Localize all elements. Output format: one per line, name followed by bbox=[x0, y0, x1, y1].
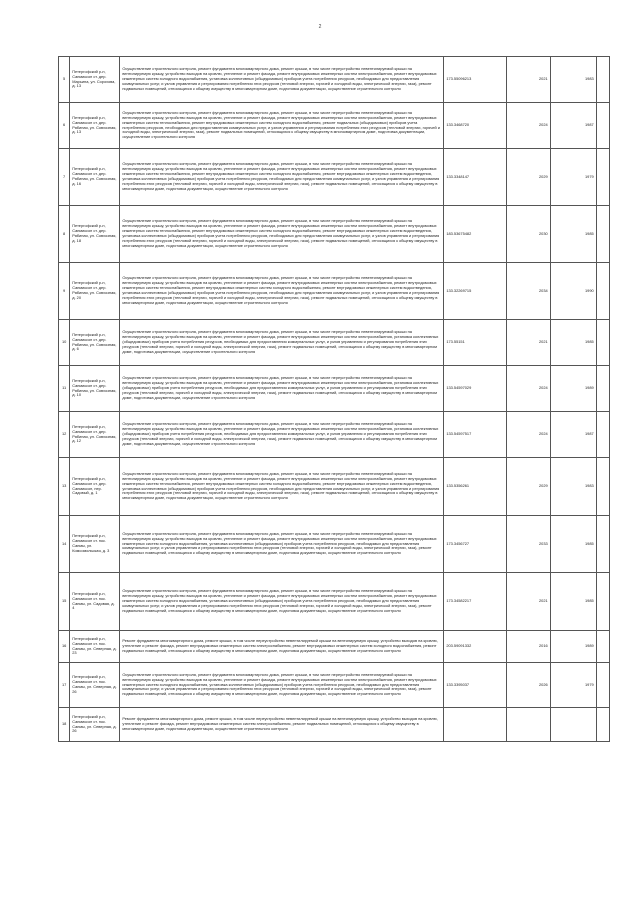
works-description-cell: Осуществление строительного контроля, ремонт фундамента многоквартирного дома, ремонт крыши, в том числе переустройство невентилируемой крыши на вентилируемую крышу, устройство выходов на кровлю, утепление и ремонт фасада, ремонт внутридомовых инженерных систем электроснабжения, ремонт внутридомовых инженерных систем теплоснабжения, ремонт внутридомовых инженерных систем холодного водоснабжения, ремонт внутридомовых инженерных систем водоотведения, установка коллективных (общедомовых) приборов учета потребления ресурсов, необходимых для предоставления коммунальных услуг, и узлов управления и регулирования потребления этих ресурсов (тепловой энергии, горячей и холодной воды, электрической энергии, газа), ремонт подвальных помещений, относящихся к общему имуществу в многоквартирном доме, подготовка документации, осуществление строительного контроля bbox=[120, 263, 444, 320]
table-row bbox=[59, 263, 610, 320]
table-row bbox=[59, 57, 610, 103]
cost-cell: 133.3348147 bbox=[444, 149, 506, 206]
table-row bbox=[59, 573, 610, 631]
repair-year-cell: 2026 bbox=[506, 663, 550, 708]
works-description-cell: Осуществление строительного контроля, ремонт фундамента многоквартирного дома, ремонт крыши, в том числе переустройство невентилируемой крыши на вентилируемую крышу, устройство выходов на кровлю, утепление и ремонт фасада, ремонт внутридомовых инженерных систем электроснабжения, ремонт внутридомовых инженерных систем теплоснабжения, ремонт внутридомовых инженерных систем холодного водоснабжения, ремонт внутридомовых инженерных систем водоотведения, установка коллективных (общедомовых) приборов учета потребления ресурсов, необходимых для предоставления коммунальных услуг, и узлов управления и регулирования потребления этих ресурсов (тепловой энергии, горячей и холодной воды, электрической энергии, газа), ремонт подвальных помещений, относящихся к общему имуществу в многоквартирном доме, подготовка документации, осуществление строительного контроля bbox=[120, 458, 444, 516]
address-cell: Петергофский р-н, Сапмиксон ст. дер. Рябиная, ул. Совхозная, д. 16 bbox=[70, 149, 120, 206]
build-year-cell: 1983 bbox=[550, 57, 596, 103]
works-description-cell: Осуществление строительного контроля, ремонт фундамента многоквартирного дома, ремонт крыши, в том числе переустройство невентилируемой крыши на вентилируемую крышу, устройство выходов на кровлю, утепление и ремонт фасада, ремонт внутридомовых инженерных систем электроснабжения, ремонт внутридомовых инженерных систем теплоснабжения, ремонт внутридомовых инженерных систем холодного водоснабжения, ремонт внутридомовых инженерных систем водоотведения, установка коллективных (общедомовых) приборов учета потребления ресурсов, необходимых для предоставления коммунальных услуг, и узлов управления и регулирования потребления этих ресурсов (тепловой энергии, горячей и холодной воды, электрической энергии, газа), ремонт подвальных помещений, относящихся к общему имуществу в многоквартирном доме, подготовка документации, осуществление строительного контроля bbox=[120, 206, 444, 263]
row-number-cell: 9 bbox=[59, 263, 70, 320]
address-cell: Петергофский р-н, Сапмиксон ст. дер. Рябиная, ул. Совхозная, д. 10 bbox=[70, 366, 120, 412]
build-year-cell: 1985 bbox=[550, 516, 596, 573]
table-row bbox=[59, 412, 610, 458]
repair-year-cell bbox=[506, 708, 550, 742]
cost-cell: 133.5356261 bbox=[444, 458, 506, 516]
cost-cell: 203.59091332 bbox=[444, 631, 506, 663]
repair-year-cell: 2030 bbox=[506, 206, 550, 263]
table-body bbox=[59, 57, 610, 742]
empty-cell bbox=[596, 366, 609, 412]
works-description-cell: Осуществление строительного контроля, ремонт фундамента многоквартирного дома, ремонт крыши, в том числе переустройство невентилируемой крыши на вентилируемую крышу, устройство выходов на кровлю, утепление и ремонт фасада, ремонт внутридомовых инженерных систем электроснабжения, ремонт внутридомовых инженерных систем холодного водоснабжения, установка коллективных (общедомовых) приборов учета потребления ресурсов, необходимых для предоставления коммунальных услуг, и узлов управления и регулирования потребления этих ресурсов (тепловой энергии, горячей и холодной воды, электрической энергии, газа), ремонт подвальных помещений, относящихся к общему имуществу в многоквартирном доме, подготовка документации, осуществление строительного контроля bbox=[120, 57, 444, 103]
address-cell: Петергофский р-н, Сапмиксон ст. дер. Рябиная, ул. Совхозная, д. 13 bbox=[70, 103, 120, 149]
address-cell: Петергофский р-н, Сапмиксон ст. дер. Рябиная, ул. Совхозная, д. 18 bbox=[70, 206, 120, 263]
empty-cell bbox=[596, 57, 609, 103]
capital-repair-table bbox=[58, 56, 610, 742]
works-description-cell: Ремонт фундамента многоквартирного дома, ремонт крыши, в том числе переустройство невентилируемой крыши на вентилируемую крышу, устройство выходов на кровлю, утепление и ремонт фасада, ремонт внутридомовых инженерных систем электроснабжения, ремонт внутридомовых инженерных систем холодного водоснабжения, ремонт подвальных помещений, относящихся к общему имуществу в многоквартирном доме, подготовка документации, осуществление строительного контроля bbox=[120, 631, 444, 663]
repair-year-cell: 2021 bbox=[506, 57, 550, 103]
works-description-cell: Осуществление строительного контроля, ремонт фундамента многоквартирного дома, ремонт крыши, в том числе переустройство невентилируемой крыши на вентилируемую крышу, устройство выходов на кровлю, утепление и ремонт фасада, ремонт внутридомовых инженерных систем электроснабжения, установка коллективных (общедомовых) приборов учета потребления ресурсов, необходимых для предоставления коммунальных услуг, и узлов управления и регулирования потребления этих ресурсов (тепловой энергии, горячей и холодной воды, электрической энергии, газа), ремонт подвальных помещений, относящихся к общему имуществу в многоквартирном доме, подготовка документации, осуществление строительного контроля bbox=[120, 320, 444, 366]
build-year-cell: 1987 bbox=[550, 103, 596, 149]
repair-year-cell: 2021 bbox=[506, 320, 550, 366]
row-number-cell: 15 bbox=[59, 573, 70, 631]
works-description-cell: Осуществление строительного контроля, ремонт фундамента многоквартирного дома, ремонт крыши, в том числе переустройство невентилируемой крыши на вентилируемую крышу, устройство выходов на кровлю, утепление и ремонт фасада, ремонт внутридомовых инженерных систем электроснабжения, установка коллективных (общедомовых) приборов учета потребления ресурсов, необходимых для предоставления коммунальных услуг, и узлов управления и регулирования потребления этих ресурсов (тепловой энергии, горячей и холодной воды, электрической энергии, газа), ремонт подвальных помещений, относящихся к общему имуществу в многоквартирном доме, подготовка документации, осуществление строительного контроля bbox=[120, 412, 444, 458]
repair-year-cell: 2029 bbox=[506, 149, 550, 206]
cost-cell: 133.3468720 bbox=[444, 103, 506, 149]
row-number-cell: 12 bbox=[59, 412, 70, 458]
row-number-cell: 18 bbox=[59, 708, 70, 742]
empty-cell bbox=[596, 103, 609, 149]
empty-cell bbox=[596, 149, 609, 206]
works-description-cell: Осуществление строительного контроля, ремонт фундамента многоквартирного дома, ремонт крыши, в том числе переустройство невентилируемой крыши на вентилируемую крышу, устройство выходов на кровлю, утепление и ремонт фасада, ремонт внутридомовых инженерных систем электроснабжения, ремонт внутридомовых инженерных систем теплоснабжения, ремонт внутридомовых инженерных систем холодного водоснабжения, ремонт внутридомовых инженерных систем водоотведения, установка коллективных (общедомовых) приборов учета потребления ресурсов, необходимых для предоставления коммунальных услуг, и узлов управления и регулирования потребления этих ресурсов (тепловой энергии, горячей и холодной воды, электрической энергии, газа), ремонт подвальных помещений, относящихся к общему имуществу в многоквартирном доме, подготовка документации, осуществление строительного контроля bbox=[120, 149, 444, 206]
table-row bbox=[59, 320, 610, 366]
table-row bbox=[59, 103, 610, 149]
empty-cell bbox=[596, 663, 609, 708]
cost-cell bbox=[444, 708, 506, 742]
cost-cell: 173.55096213 bbox=[444, 57, 506, 103]
row-number-cell: 6 bbox=[59, 103, 70, 149]
row-number-cell: 17 bbox=[59, 663, 70, 708]
repair-year-cell: 2016 bbox=[506, 631, 550, 663]
empty-cell bbox=[596, 263, 609, 320]
cost-cell: 173.55151 bbox=[444, 320, 506, 366]
works-description-cell: Осуществление строительного контроля, ремонт фундамента многоквартирного дома, ремонт крыши, в том числе переустройство невентилируемой крыши на вентилируемую крышу, устройство выходов на кровлю, утепление и ремонт фасада, ремонт внутридомовых инженерных систем электроснабжения, установка коллективных (общедомовых) приборов учета потребления ресурсов, необходимых для предоставления коммунальных услуг, и узлов управления и регулирования потребления этих ресурсов (тепловой энергии, горячей и холодной воды, электрической энергии, газа), ремонт подвальных помещений, относящихся к общему имуществу в многоквартирном доме, подготовка документации, осуществление строительного контроля bbox=[120, 366, 444, 412]
empty-cell bbox=[596, 631, 609, 663]
page-number: 2 bbox=[318, 24, 322, 30]
table-row bbox=[59, 149, 610, 206]
table-row bbox=[59, 206, 610, 263]
address-cell: Петергофский р-н, Сапмиксон ст. дер. Рябиная, ул. Совхозная, д. 12 bbox=[70, 412, 120, 458]
row-number-cell: 5 bbox=[59, 57, 70, 103]
cost-cell: 183.53675482 bbox=[444, 206, 506, 263]
cost-cell: 133.54597517 bbox=[444, 412, 506, 458]
row-number-cell: 14 bbox=[59, 516, 70, 573]
cost-cell: 133.54597029 bbox=[444, 366, 506, 412]
row-number-cell: 7 bbox=[59, 149, 70, 206]
repair-year-cell: 2034 bbox=[506, 263, 550, 320]
build-year-cell: 1989 bbox=[550, 366, 596, 412]
address-cell: Петергофский р-н, Сапмиксон ст. дер. Сапмиксон, пер. Садовый, д. 1 bbox=[70, 458, 120, 516]
table-row bbox=[59, 708, 610, 742]
address-cell: Петергофский р-н, Сапмиксон ст. пос. Сапмы, ул. Северная, д. 26 bbox=[70, 708, 120, 742]
repair-year-cell: 2024 bbox=[506, 366, 550, 412]
address-cell: Петергофский р-н, Сапмиксон ст. дер. Рябиная, ул. Совхозная, д. 6 bbox=[70, 320, 120, 366]
row-number-cell: 13 bbox=[59, 458, 70, 516]
row-number-cell: 16 bbox=[59, 631, 70, 663]
row-number-cell: 11 bbox=[59, 366, 70, 412]
address-cell: Петергофский р-н, Сапмиксон ст. дер. Рябиная, ул. Совхозная, д. 20 bbox=[70, 263, 120, 320]
repair-year-cell: 2021 bbox=[506, 573, 550, 631]
cost-cell: 133.3395037 bbox=[444, 663, 506, 708]
repair-year-cell: 2024 bbox=[506, 103, 550, 149]
cost-cell: 173.3456727 bbox=[444, 516, 506, 573]
address-cell: Петергофский р-н, Сапмиксон ст. дер. Марьина, ул. Сорохова, д. 13 bbox=[70, 57, 120, 103]
build-year-cell: 1985 bbox=[550, 206, 596, 263]
address-cell: Петергофский р-н, Сапмиксон ст. пос. Сапмы, ул. Садовая, д. 4 bbox=[70, 573, 120, 631]
table-row bbox=[59, 366, 610, 412]
repair-year-cell: 2033 bbox=[506, 516, 550, 573]
address-cell: Петергофский р-н, Сапмиксон ст. пос. Сапмы, ул. Комсомольская, д. 3 bbox=[70, 516, 120, 573]
cost-cell: 133.32269715 bbox=[444, 263, 506, 320]
address-cell: Петергофский р-н, Сапмиксон ст. пос. Сапмы, ул. Северная, д. 26 bbox=[70, 663, 120, 708]
repair-year-cell: 2029 bbox=[506, 458, 550, 516]
empty-cell bbox=[596, 320, 609, 366]
table-row bbox=[59, 631, 610, 663]
empty-cell bbox=[596, 458, 609, 516]
repair-year-cell: 2024 bbox=[506, 412, 550, 458]
build-year-cell: 1985 bbox=[550, 320, 596, 366]
row-number-cell: 8 bbox=[59, 206, 70, 263]
build-year-cell: 1979 bbox=[550, 149, 596, 206]
cost-cell: 173.34582217 bbox=[444, 573, 506, 631]
build-year-cell: 1985 bbox=[550, 573, 596, 631]
empty-cell bbox=[596, 573, 609, 631]
empty-cell bbox=[596, 412, 609, 458]
works-description-cell: Осуществление строительного контроля, ремонт фундамента многоквартирного дома, ремонт крыши, в том числе переустройство невентилируемой крыши на вентилируемую крышу, устройство выходов на кровлю, утепление и ремонт фасада, ремонт внутридомовых инженерных систем электроснабжения, ремонт внутридомовых инженерных систем холодного водоснабжения, установка коллективных (общедомовых) приборов учета потребления ресурсов, необходимых для предоставления коммунальных услуг, и узлов управления и регулирования потребления этих ресурсов (тепловой энергии, горячей и холодной воды, электрической энергии, газа), ремонт подвальных помещений, относящихся к общему имуществу в многоквартирном доме, подготовка документации, осуществление строительного контроля bbox=[120, 573, 444, 631]
build-year-cell: 1983 bbox=[550, 458, 596, 516]
row-number-cell: 10 bbox=[59, 320, 70, 366]
works-description-cell: Ремонт фундамента многоквартирного дома, ремонт крыши, в том числе переустройство невентилируемой крыши на вентилируемую крышу, устройство выходов на кровлю, утепление и ремонт фасада, ремонт внутридомовых инженерных систем электроснабжения, ремонт подвальных помещений, относящихся к общему имуществу в многоквартирном доме, подготовка документации, осуществление строительного контроля bbox=[120, 708, 444, 742]
build-year-cell: 1987 bbox=[550, 412, 596, 458]
build-year-cell: 1989 bbox=[550, 631, 596, 663]
table-row bbox=[59, 663, 610, 708]
empty-cell bbox=[596, 206, 609, 263]
works-description-cell: Осуществление строительного контроля, ремонт фундамента многоквартирного дома, ремонт крыши, в том числе переустройство невентилируемой крыши на вентилируемую крышу, устройство выходов на кровлю, утепление и ремонт фасада, ремонт внутридомовых инженерных систем электроснабжения, ремонт внутридомовых инженерных систем холодного водоснабжения, установка коллективных (общедомовых) приборов учета потребления ресурсов, необходимых для предоставления коммунальных услуг, и узлов управления и регулирования потребления этих ресурсов (тепловой энергии, горячей и холодной воды, электрической энергии, газа), ремонт подвальных помещений, относящихся к общему имуществу в многоквартирном доме, подготовка документации, осуществление строительного контроля bbox=[120, 663, 444, 708]
empty-cell bbox=[596, 516, 609, 573]
works-description-cell: Осуществление строительного контроля, ремонт фундамента многоквартирного дома, ремонт крыши, в том числе переустройство невентилируемой крыши на вентилируемую крышу, устройство выходов на кровлю, утепление и ремонт фасада, ремонт внутридомовых инженерных систем электроснабжения, ремонт внутридомовых инженерных систем холодного водоснабжения, установка коллективных (общедомовых) приборов учета потребления ресурсов, необходимых для предоставления коммунальных услуг, и узлов управления и регулирования потребления этих ресурсов (тепловой энергии, горячей и холодной воды, электрической энергии, газа), ремонт подвальных помещений, относящихся к общему имуществу в многоквартирном доме, подготовка документации, осуществление строительного контроля bbox=[120, 516, 444, 573]
address-cell: Петергофский р-н, Сапмиксон ст. пос. Сапмы, ул. Северная, д. 23 bbox=[70, 631, 120, 663]
works-description-cell: Осуществление строительного контроля, ремонт фундамента многоквартирного дома, ремонт крыши, в том числе переустройство невентилируемой крыши на вентилируемую крышу, устройство выходов на кровлю, утепление и ремонт фасада, ремонт внутридомовых инженерных систем электроснабжения, ремонт внутридомовых инженерных систем теплоснабжения, ремонт внутридомовых инженерных систем холодного водоснабжения, ремонт подвальных (общедомовых) приборов учета потребления ресурсов, необходимых для предоставления коммунальных услуг, и узлов управления и регулирования потребления этих ресурсов (тепловой энергии, горячей и холодной воды, электрической энергии, газа), ремонт подвальных помещений, относящихся к общему имуществу в многоквартирном доме, подготовка документации, осуществление строительного контроля bbox=[120, 103, 444, 149]
build-year-cell: 1979 bbox=[550, 663, 596, 708]
empty-cell bbox=[596, 708, 609, 742]
build-year-cell bbox=[550, 708, 596, 742]
build-year-cell: 1990 bbox=[550, 263, 596, 320]
table-row bbox=[59, 458, 610, 516]
table-row bbox=[59, 516, 610, 573]
